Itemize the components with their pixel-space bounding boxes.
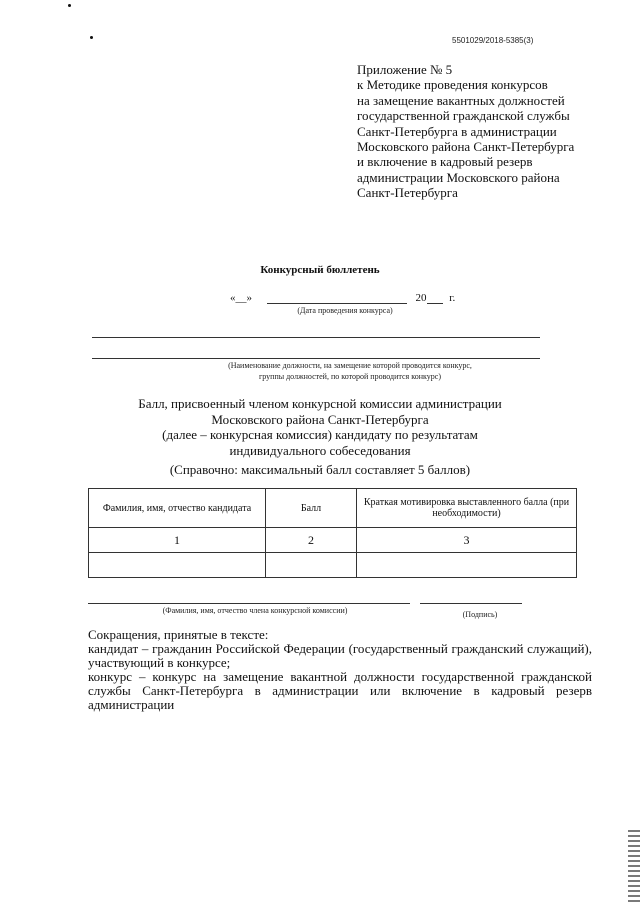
signature-caption: (Подпись) [462, 610, 498, 619]
appendix-line: на замещение вакантных должностей [357, 92, 565, 108]
date-month-blank [267, 291, 407, 304]
header-motivation: Краткая мотивировка выставленного балла (при необходимости) [357, 489, 577, 528]
date-field[interactable] [230, 291, 455, 304]
member-name-caption: (Фамилия, имя, отчество члена конкурсной комиссии) [162, 606, 348, 615]
appendix-line: Санкт-Петербурга [357, 185, 458, 201]
date-year-suffix: г. [449, 292, 456, 304]
scan-mark [90, 36, 93, 39]
appendix-line: администрации Московского района [357, 169, 560, 185]
intro-text [60, 396, 580, 458]
col-number-2: 2 [266, 528, 357, 553]
table-header-row [89, 489, 577, 528]
table-row [89, 553, 577, 578]
candidate-name-cell[interactable] [89, 553, 266, 578]
abbreviation-contest: конкурс – конкурс на замещение вакантной должности государственной гражданской службы Санкт-Петербурга в администрации или включение в кадровый резерв администрации [88, 669, 592, 712]
document-id: 5501029/2018-5385(3) [452, 36, 534, 45]
appendix-line: государственной гражданской службы [357, 108, 570, 124]
score-cell[interactable] [266, 553, 357, 578]
abbreviations-heading: Сокращения, принятые в тексте: [88, 627, 269, 642]
position-caption-2: группы должностей, по которой проводится конкурс) [259, 372, 441, 381]
intro-line: индивидуального собеседования [229, 442, 411, 458]
col-number-3: 3 [357, 528, 577, 553]
intro-line: (далее – конкурсная комиссия) кандидату по результатам [162, 427, 478, 442]
appendix-line: Московского района Санкт-Петербурга [357, 139, 575, 155]
table-row [89, 528, 577, 553]
header-score: Балл [266, 489, 357, 528]
appendix-line: Приложение № 5 [357, 62, 453, 77]
position-line[interactable] [92, 337, 540, 338]
appendix-line: Санкт-Петербурга в администрации [357, 123, 557, 139]
col-number-1: 1 [89, 528, 266, 553]
max-score-note: (Справочно: максимальный балл составляет 5 баллов) [169, 462, 471, 477]
position-line[interactable] [92, 358, 540, 359]
header-candidate-name: Фамилия, имя, отчество кандидата [89, 489, 266, 528]
date-year-blank [427, 291, 443, 304]
abbreviations-block [88, 628, 592, 712]
candidate-table [88, 488, 577, 578]
intro-line: Балл, присвоенный членом конкурсной комиссии администрации [138, 396, 502, 411]
document-title: Конкурсный бюллетень [260, 264, 380, 276]
member-name-line[interactable] [88, 603, 410, 604]
abbreviation-candidate: кандидат – гражданин Российской Федерации (государственный гражданский служащий), участвующий в конкурсе; [88, 641, 592, 670]
appendix-line: и включение в кадровый резерв [357, 154, 533, 170]
date-day-month: «__» [230, 292, 252, 304]
date-caption: (Дата проведения конкурса) [297, 306, 393, 315]
intro-line: Московского района Санкт-Петербурга [211, 411, 429, 427]
signature-line[interactable] [420, 603, 522, 604]
scan-mark [68, 4, 71, 7]
motivation-cell[interactable] [357, 553, 577, 578]
appendix-line: к Методике проведения конкурсов [357, 77, 548, 93]
scan-edge-artifact [628, 830, 640, 905]
position-caption-1: (Наименование должности, на замещение которой проводится конкурс, [228, 361, 472, 370]
appendix-header [357, 62, 619, 201]
date-year-prefix: 20 [415, 292, 427, 304]
